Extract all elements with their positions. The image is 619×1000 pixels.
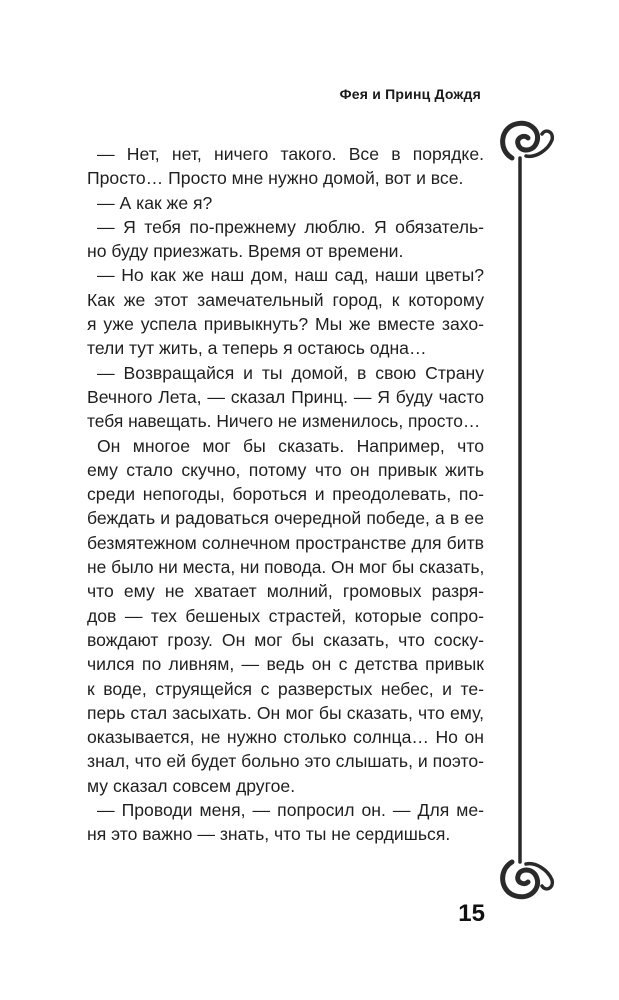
text-line: — Нет, нет, ничего такого. Все в порядке. — [97, 144, 484, 164]
text-line: ня это важно — знать, что ты не сердишься. — [87, 824, 451, 845]
text-line: вождают грозу. Он мог бы сказать, что соску- — [87, 629, 484, 650]
text-line: тели тут жить, а теперь я остаюсь одна… — [87, 338, 427, 359]
text-line: — А как же я? — [97, 192, 213, 213]
text-line: я уже успела привыкнуть? Мы же вместе захо- — [87, 314, 484, 335]
running-head-title: Фея и Принц Дождя — [339, 86, 481, 102]
text-line: перь стал засыхать. Он мог бы сказать, что ему, — [87, 702, 484, 723]
swirl-border-ornament-icon — [490, 110, 558, 910]
text-line: безмятежном солнечном пространстве для битв — [87, 532, 484, 553]
text-line: оказывается, не нужно столько солнца… Но он — [87, 727, 484, 748]
text-line: чился по ливням, — ведь он с детства привык — [87, 654, 484, 675]
text-line: Просто… Просто мне нужно домой, вот и все. — [87, 168, 464, 189]
text-line: ему стало скучно, потому что он привык жить — [87, 459, 484, 480]
text-line: не было ни места, ни повода. Он мог бы сказать, — [87, 557, 485, 578]
text-line: Он многое мог бы сказать. Например, что — [97, 435, 484, 456]
text-line: тебя навещать. Ничего не изменилось, просто… — [87, 411, 481, 432]
body-text — [87, 142, 484, 847]
text-line: но буду приезжать. Время от времени. — [87, 241, 404, 262]
text-line: — Но как же наш дом, наш сад, наши цветы? — [97, 265, 484, 286]
text-line: Вечного Лета, — сказал Принц. — Я буду часто — [87, 386, 484, 407]
text-line: к воде, струящейся с разверстых небес, и те- — [87, 678, 484, 699]
text-line: — Проводи меня, — попросил он. — Для ме- — [97, 800, 484, 821]
text-line: — Возвращайся и ты домой, в свою Страну — [97, 362, 484, 383]
text-line: беждать и радоваться очередной победе, а в ее — [87, 508, 484, 529]
page-number: 15 — [458, 900, 485, 927]
text-line: знал, что ей будет больно это слышать, и поэто- — [87, 751, 484, 772]
text-line: Как же этот замечательный город, к которому — [87, 289, 484, 310]
text-line: среди непогоды, бороться и преодолевать, по- — [87, 484, 484, 505]
text-line: что ему не хватает молний, громовых разря- — [87, 581, 484, 602]
text-line: — Я тебя по-прежнему люблю. Я обязатель- — [97, 216, 484, 237]
text-line: му сказал совсем другое. — [87, 775, 296, 796]
text-line: дов — тех бешеных страстей, которые сопро- — [87, 605, 484, 626]
